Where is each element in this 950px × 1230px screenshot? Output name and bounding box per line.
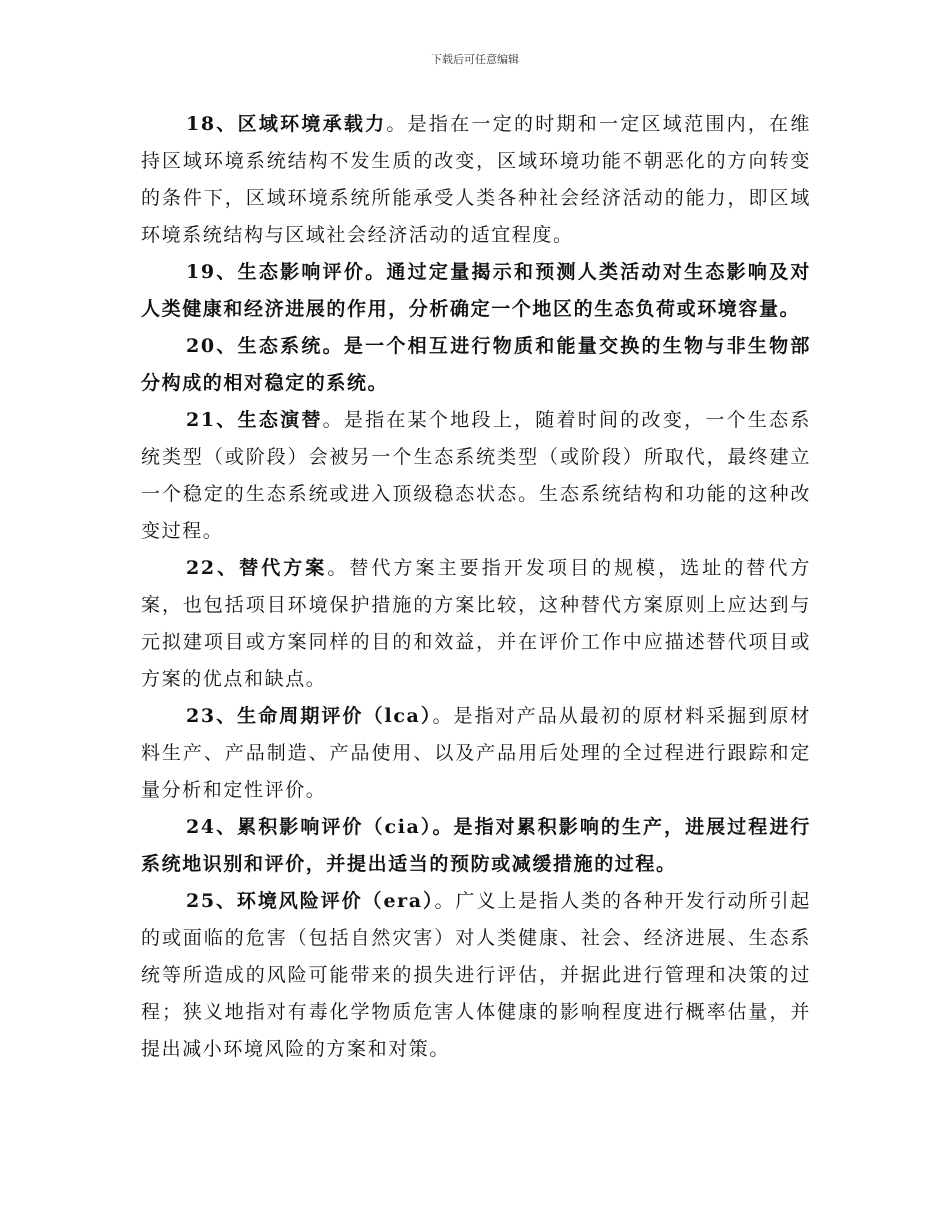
entry-25	[141, 883, 811, 1068]
entry-19-term: 19、生态影响评价	[186, 261, 366, 283]
entry-24-term: 24、累积影响评价（cia）	[186, 816, 433, 838]
entry-25-body: 。广义上是指人类的各种开发行动所引起的或面临的危害（包括自然灾害）对人类健康、社会、经济进展、生态系统等所造成的风险可能带来的损失进行评估，并据此进行管理和决策的过程；狭义地指对有毒化学物质危害人体健康的影响程度进行概率估量，并提出减小环境风险的方案和对策。	[141, 890, 811, 1060]
entry-22	[141, 550, 811, 698]
entry-23-term: 23、生命周期评价（lca）	[186, 705, 433, 727]
entry-20-term: 20、生态系统	[186, 335, 323, 357]
entry-21	[141, 402, 811, 550]
entry-18	[141, 106, 811, 254]
entry-21-term: 21、生态演替	[186, 409, 323, 431]
page-header-note: 下载后可任意编辑	[431, 53, 519, 66]
entry-24	[141, 809, 811, 883]
document-body	[141, 106, 811, 1068]
entry-22-term: 22、替代方案	[186, 557, 328, 579]
entry-22-body: 。替代方案主要指开发项目的规模，选址的替代方案，也包括项目环境保护措施的方案比较，这种替代方案原则上应达到与元拟建项目或方案同样的目的和效益，并在评价工作中应描述替代项目或方案的优点和缺点。	[141, 557, 811, 690]
entry-18-body: 。是指在一定的时期和一定区域范围内，在维持区域环境系统结构不发生质的改变，区域环境功能不朝恶化的方向转变的条件下，区域环境系统所能承受人类各种社会经济活动的能力，即区域环境系统结构与区域社会经济活动的适宜程度。	[141, 113, 811, 246]
entry-23	[141, 698, 811, 809]
entry-20-body: 。是一个相互进行物质和能量交换的生物与非生物部分构成的相对稳定的系统。	[141, 335, 811, 394]
entry-23-body: 。是指对产品从最初的原材料采掘到原材料生产、产品制造、产品使用、以及产品用后处理的全过程进行跟踪和定量分析和定性评价。	[141, 705, 811, 801]
entry-19-body: 。通过定量揭示和预测人类活动对生态影响及对人类健康和经济进展的作用，分析确定一个地区的生态负荷或环境容量。	[141, 261, 811, 320]
entry-19	[141, 254, 811, 328]
entry-18-term: 18、区域环境承载力	[186, 113, 387, 135]
entry-21-body: 。是指在某个地段上，随着时间的改变，一个生态系统类型（或阶段）会被另一个生态系统类型（或阶段）所取代，最终建立一个稳定的生态系统或进入顶级稳态状态。生态系统结构和功能的这种改变过程。	[141, 409, 811, 542]
entry-25-term: 25、环境风险评价（era）	[186, 890, 435, 912]
entry-24-body: 。是指对累积影响的生产，进展过程进行系统地识别和评价，并提出适当的预防或减缓措施的过程。	[141, 816, 811, 875]
entry-20	[141, 328, 811, 402]
